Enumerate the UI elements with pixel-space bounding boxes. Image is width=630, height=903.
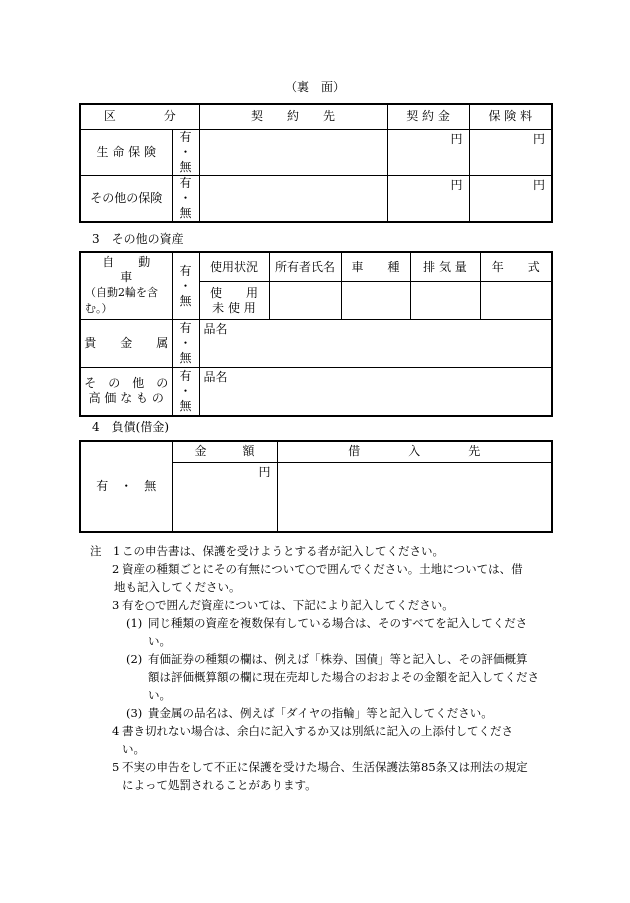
precious-metal-item-field[interactable]: 品名: [199, 320, 552, 368]
precious-metal-label: 貴 金 属: [80, 320, 172, 368]
note-5: 5 不実の申告をして不正に保護を受けた場合、生活保護法第85条又は刑法の規定 によって処罰されることがあります。: [112, 760, 528, 792]
contract-amount-cell[interactable]: 円: [387, 129, 469, 175]
header-contractor: 契 約 先: [199, 104, 387, 129]
year-cell[interactable]: [480, 282, 552, 320]
row-label: その他の保険: [80, 175, 172, 222]
debt-table: [79, 440, 553, 533]
section-4-title: 4 負債(借金): [92, 420, 169, 434]
header-displacement: 排 気 量: [410, 252, 480, 282]
car-type-cell[interactable]: [341, 282, 410, 320]
header-usage: 使用状況: [199, 252, 269, 282]
insurance-row-life: [80, 129, 552, 175]
car-label: 自 動 車 （自動2輪を含む。）: [80, 252, 172, 320]
yes-no-choice[interactable]: 有 ・ 無: [172, 129, 199, 175]
header-category: 区 分: [80, 104, 199, 129]
yes-no-choice[interactable]: 有 ・ 無: [172, 368, 199, 416]
contractor-cell[interactable]: [199, 129, 387, 175]
other-assets-table: [79, 251, 553, 417]
yes-no-choice[interactable]: 有 ・ 無: [172, 320, 199, 368]
note-3: 3 有を○で囲んだ資産については、下記により記入してください。: [112, 598, 454, 612]
note-1: 注 1 この申告書は、保護を受けようとする者が記入してください。: [90, 544, 444, 558]
header-year: 年 式: [480, 252, 552, 282]
notes: [90, 542, 550, 794]
header-car-type: 車 種: [341, 252, 410, 282]
valuables-item-field[interactable]: 品名: [199, 368, 552, 416]
header-lender: 借 入 先: [277, 441, 552, 462]
header-amount: 金 額: [172, 441, 277, 462]
debt-yes-no-choice[interactable]: 有 ・ 無: [80, 441, 172, 532]
section-3-title: 3 その他の資産: [92, 232, 184, 246]
note-3-2: (2) 有価証券の種類の欄は、例えば「株券、国債」等と記入し、その評価概算 額は評価概算額の欄に現在売却した場合のおおよその金額を記入してくださ い。: [126, 652, 539, 702]
contract-amount-cell[interactable]: 円: [387, 175, 469, 222]
amount-cell[interactable]: 円: [172, 462, 277, 532]
displacement-cell[interactable]: [410, 282, 480, 320]
header-contract-amount: 契 約 金: [387, 104, 469, 129]
note-3-3: (3) 貴金属の品名は、例えば「ダイヤの指輪」等と記入してください。: [126, 706, 493, 720]
insurance-table: [79, 103, 553, 223]
lender-cell[interactable]: [277, 462, 552, 532]
valuables-label: そ の 他 の 高 価 な も の: [80, 368, 172, 416]
premium-cell[interactable]: 円: [469, 129, 552, 175]
header-owner: 所有者氏名: [269, 252, 341, 282]
contractor-cell[interactable]: [199, 175, 387, 222]
note-2: 2 資産の種類ごとにその有無について○で囲んでください。土地については、借 地も記入してください。: [112, 562, 523, 594]
row-label: 生 命 保 険: [80, 129, 172, 175]
note-4: 4 書き切れない場合は、余白に記入するか又は別紙に記入の上添付してくださ い。: [112, 724, 513, 756]
premium-cell[interactable]: 円: [469, 175, 552, 222]
page-title: （裏 面）: [284, 80, 345, 94]
owner-cell[interactable]: [269, 282, 341, 320]
header-premium: 保 険 料: [469, 104, 552, 129]
usage-choice[interactable]: 使 用 未 使 用: [199, 282, 269, 320]
insurance-row-other: [80, 175, 552, 222]
yes-no-choice[interactable]: 有 ・ 無: [172, 175, 199, 222]
yes-no-choice[interactable]: 有 ・ 無: [172, 252, 199, 320]
note-3-1: (1) 同じ種類の資産を複数保有している場合は、そのすべてを記入してくださ い。: [126, 616, 528, 648]
